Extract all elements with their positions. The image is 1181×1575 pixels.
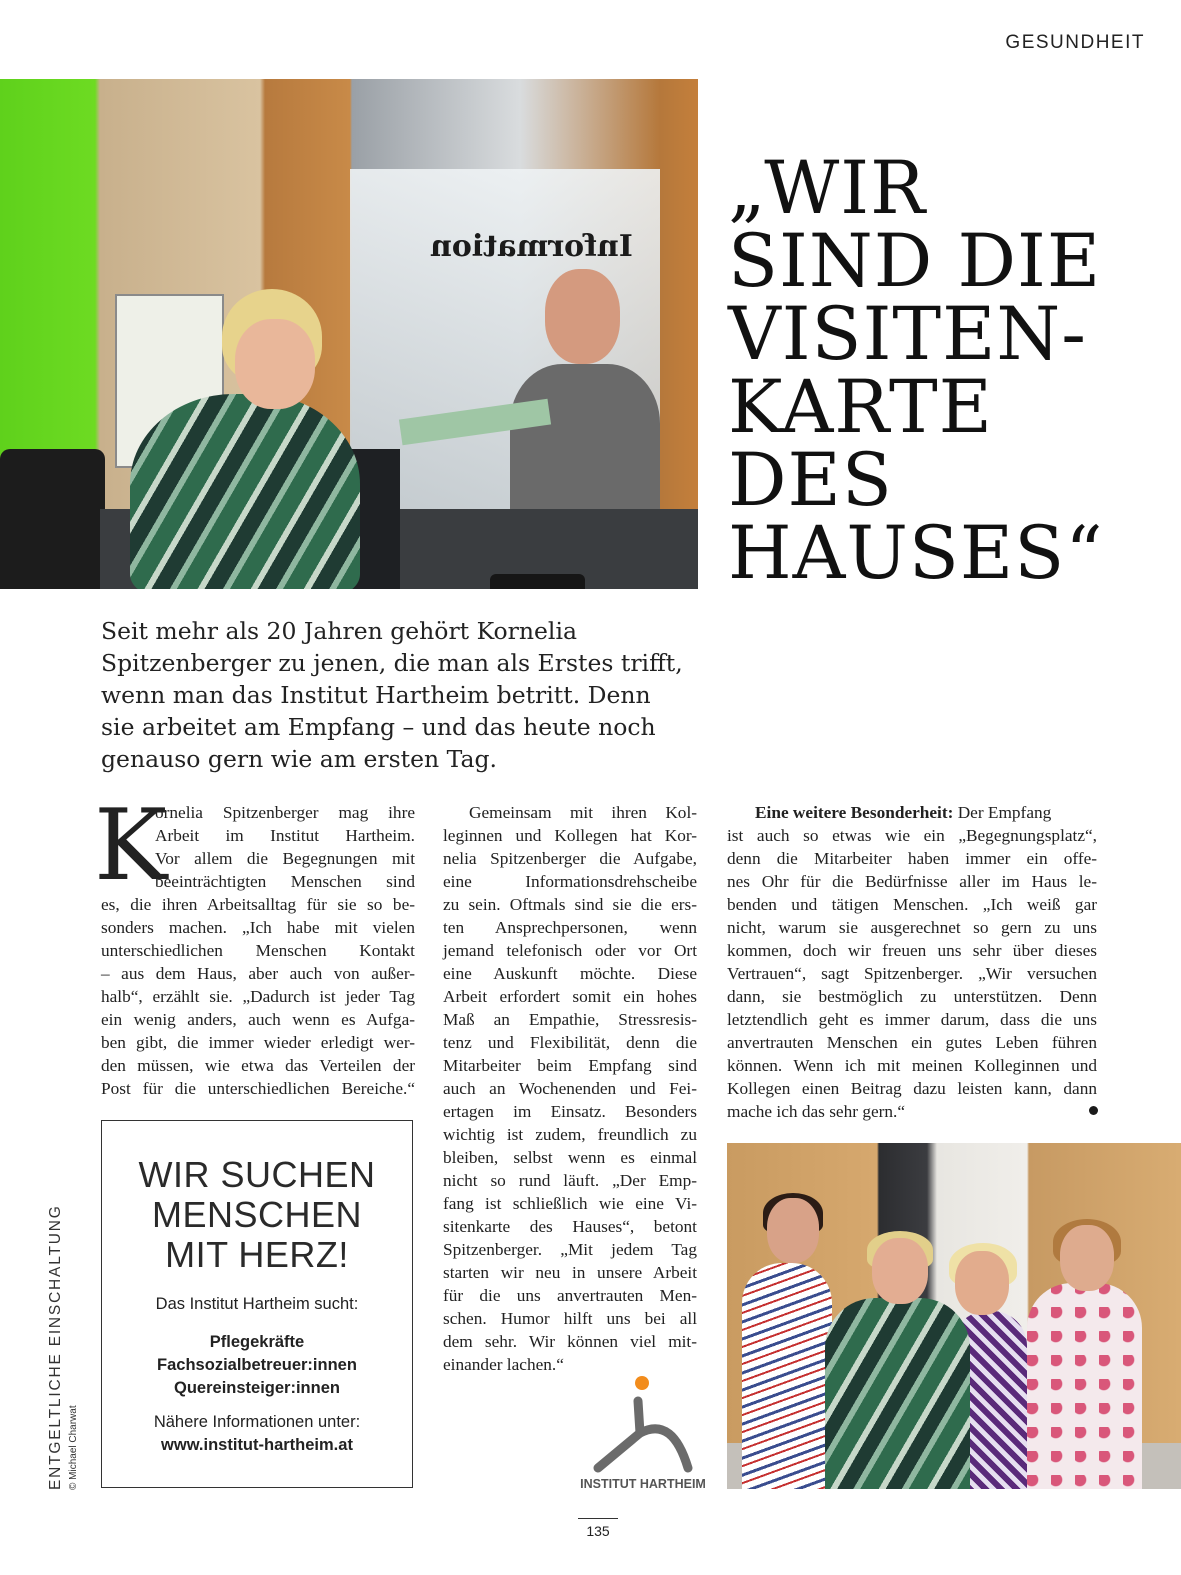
body-line-text: Der Empfang (953, 803, 1052, 822)
body-line: beeinträchtigten Menschen sind (155, 872, 415, 891)
body-line: ben gibt, die immer wieder erledigt wer- (101, 1033, 415, 1052)
logo-left-stroke (598, 1401, 640, 1468)
ad-role: Pflegekräfte (209, 1333, 305, 1351)
institut-hartheim-logo-icon (578, 1373, 708, 1493)
ad-headline-line: MENSCHEN (151, 1194, 362, 1235)
logo-wordmark: INSTITUT HARTHEIM (580, 1477, 706, 1491)
headline-line: HAUSES“ (728, 511, 1104, 596)
body-line: den müssen, wie etwa das Verteilen der (101, 1056, 415, 1075)
team-photo (727, 1143, 1181, 1489)
lead-line: wenn man das Institut Hartheim betritt. Denn (101, 681, 651, 709)
body-line: letztendlich geht es immer darum, dass die uns (727, 1010, 1097, 1029)
body-line: ten Ansprechpersonen, wenn (443, 918, 697, 937)
body-line: nicht so rund läuft. „Der Emp- (443, 1171, 697, 1190)
body-line: nes Ohr für die Bedürfnisse aller im Haus le- (727, 872, 1097, 891)
reception-photo (0, 79, 698, 589)
body-line: können. Wenn ich mit meinen Kolleginnen und (727, 1056, 1097, 1075)
body-line: starten wir neu in unsere Arbeit (443, 1263, 697, 1282)
person-4-face (1060, 1225, 1114, 1291)
photo-credit: © Michael Charwat (68, 1405, 79, 1490)
body-line: Spitzenberger. „Mit jedem Tag (443, 1240, 697, 1259)
ad-more-info (102, 1411, 412, 1457)
body-line: es, die ihren Arbeitsalltag für sie so be- (101, 895, 415, 914)
body-line: fang ist schließlich wie eine Vi- (443, 1194, 697, 1213)
body-line: Arbeit im Institut Hartheim. (155, 826, 415, 845)
body-line: zu sein. Oftmals sind sie die ers- (443, 895, 697, 914)
ad-role: Quereinsteiger:innen (174, 1379, 340, 1397)
subheading: Eine weitere Besonderheit: (755, 803, 954, 822)
telephone (490, 574, 585, 589)
body-line: leginnen und Kollegen hat Kor- (443, 826, 697, 845)
body-line: tenz und Flexibilität, denn die (443, 1033, 697, 1052)
person-2-top (825, 1298, 970, 1489)
section-label: GESUNDHEIT (1005, 32, 1145, 53)
body-line: mache ich das sehr gern.“ (727, 1102, 906, 1121)
woman-face (235, 319, 315, 409)
body-line: anvertrauten Menschen ein gutes Leben führen (727, 1033, 1097, 1052)
body-line: Vertrauen“, sagt Spitzenberger. „Wir versuchen (727, 964, 1097, 983)
body-line: Gemeinsam mit ihren Kol- (469, 803, 697, 822)
body-line: eine Auskunft möchte. Diese (443, 964, 697, 983)
job-ad-box (101, 1120, 413, 1488)
body-column-3 (727, 801, 1097, 1123)
lead-paragraph (101, 615, 683, 775)
body-line: bleiben, selbst wenn es einmal (443, 1148, 697, 1167)
person-3-face (955, 1251, 1009, 1315)
lead-line: sie arbeitet am Empfang – und das heute noch (101, 713, 656, 741)
body-line: für die uns anvertrauten Men- (443, 1286, 697, 1305)
body-line: Mitarbeiter beim Empfang sind (443, 1056, 697, 1075)
headline-line: VISITEN- (728, 292, 1087, 377)
body-line: Arbeit erfordert somit ein hohes (443, 987, 697, 1006)
body-line: dem sehr. Wir können viel mit- (443, 1332, 697, 1351)
body-line: sonders machen. „Ich habe mit vielen (101, 918, 415, 937)
body-line: denn die Mitarbeiter haben immer ein offe- (727, 849, 1097, 868)
ad-url-link[interactable]: www.institut-hartheim.at (161, 1436, 353, 1454)
body-line: eine Informationsdrehscheibe (443, 872, 697, 891)
ad-subline: Das Institut Hartheim sucht: (155, 1295, 359, 1313)
person-1-face (767, 1198, 819, 1263)
information-sign: Information (430, 229, 633, 264)
body-line: Vor allem die Begegnungen mit (155, 849, 415, 868)
man-face (545, 269, 620, 364)
body-line: – aus dem Haus, aber auch von außer- (101, 964, 415, 983)
person-1-dress (742, 1263, 832, 1489)
ad-role: Fachsozialbetreuer:innen (157, 1356, 357, 1374)
headline-line: KARTE (728, 365, 993, 450)
logo-right-stroke (640, 1429, 688, 1468)
body-line: unterschiedlichen Menschen Kontakt (101, 941, 415, 960)
body-line: nelia Spitzenberger die Aufgabe, (443, 849, 697, 868)
ad-roles (102, 1331, 412, 1400)
body-line: dann, sie bestmöglich zu unterstützen. Denn (727, 987, 1097, 1006)
body-line: benden und tätigen Menschen. „Ich weiß gar (727, 895, 1097, 914)
office-chair (0, 449, 105, 589)
body-line: sitenkarte des Hauses“, betont (443, 1217, 697, 1236)
headline-line: DES (728, 438, 893, 523)
body-line: nicht, warum sie ausgerechnet so gern zu uns (727, 918, 1097, 937)
body-column-1 (101, 801, 415, 1100)
body-line: kommen, doch wir freuen uns sehr über dieses (727, 941, 1097, 960)
ad-more-label: Nähere Informationen unter: (153, 1413, 361, 1431)
person-2-face (872, 1238, 928, 1304)
body-line: ertagen im Einsatz. Besonders (443, 1102, 697, 1121)
body-line: schen. Humor hilft uns bei all (443, 1309, 697, 1328)
woman-figure (130, 394, 360, 589)
ad-headline (102, 1155, 412, 1275)
sponsored-label: ENTGELTLICHE EINSCHALTUNG (47, 1204, 64, 1490)
headline-line: „WIR (728, 146, 927, 231)
lead-line: Seit mehr als 20 Jahren gehört Kornelia (101, 617, 577, 645)
body-line: ist auch so etwas wie ein „Begegnungsplatz“, (727, 826, 1097, 845)
body-line: jemand telefonisch oder vor Ort (443, 941, 697, 960)
body-line: einander lachen.“ (443, 1355, 564, 1374)
lead-line: genauso gern wie am ersten Tag. (101, 745, 498, 773)
body-column-2 (443, 801, 697, 1376)
body-line-first (727, 801, 1097, 824)
headline (728, 146, 1158, 596)
page-number: 135 (578, 1518, 618, 1539)
end-mark-icon (1089, 1106, 1098, 1115)
ad-headline-line: MIT HERZ! (165, 1234, 349, 1275)
headline-line: SIND DIE (728, 219, 1102, 304)
body-line: Maß an Empathie, Stressresis- (443, 1010, 697, 1029)
drop-cap: K (94, 789, 168, 903)
body-line: ornelia Spitzenberger mag ihre (155, 803, 415, 822)
person-4-blouse (1027, 1283, 1142, 1489)
body-line: wichtig ist zudem, freundlich zu (443, 1125, 697, 1144)
body-line: ein wenig anders, auch wenn es Aufga- (101, 1010, 415, 1029)
lead-line: Spitzenberger zu jenen, die man als Erstes trifft, (101, 649, 683, 677)
body-line: halb“, erzählt sie. „Dadurch ist jeder Tag (101, 987, 415, 1006)
logo-dot (635, 1376, 649, 1390)
body-line: Kollegen einen Beitrag dazu leisten kann, dann (727, 1079, 1097, 1098)
body-line: Post für die unterschiedlichen Bereiche.“ (101, 1079, 415, 1098)
body-line: auch an Wochenenden und Fei- (443, 1079, 697, 1098)
ad-headline-line: WIR SUCHEN (138, 1154, 376, 1195)
